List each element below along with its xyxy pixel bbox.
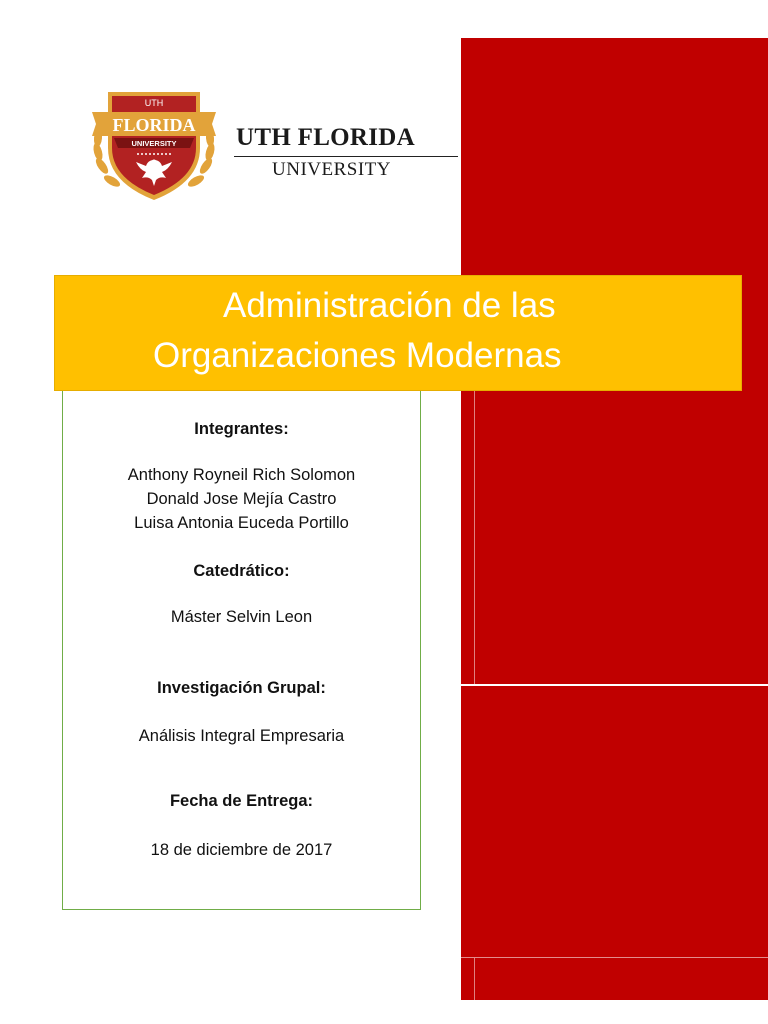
member-name: Anthony Royneil Rich Solomon (127, 466, 356, 484)
decorative-strip-rule (461, 957, 768, 958)
member-name: Donald Jose Mejía Castro (146, 490, 337, 508)
professor-label: Catedrático: (193, 562, 290, 580)
members-label: Integrantes: (194, 420, 289, 438)
document-title-line-1: Administración de las (223, 286, 556, 325)
decorative-strip-divider (474, 958, 475, 1000)
brand-divider (234, 156, 458, 157)
research-label: Investigación Grupal: (157, 679, 326, 697)
crest-banner-text: FLORIDA (112, 115, 196, 135)
research-title: Análisis Integral Empresaria (138, 727, 345, 745)
professor-name: Máster Selvin Leon (170, 608, 313, 626)
decorative-red-strip (461, 956, 768, 1000)
title-banner (54, 275, 742, 391)
university-crest-icon (86, 86, 222, 204)
decorative-red-panel-bottom (461, 686, 768, 956)
document-title-line-2: Organizaciones Modernas (153, 336, 562, 375)
date-label: Fecha de Entrega: (169, 792, 314, 810)
document-details-box (62, 391, 421, 910)
member-name: Luisa Antonia Euceda Portillo (134, 514, 349, 532)
brand-name: UTH FLORIDA (236, 124, 416, 151)
delivery-date: 18 de diciembre de 2017 (150, 841, 333, 859)
crest-top-text: UTH (144, 98, 164, 108)
decorative-panel-divider (474, 390, 475, 684)
brand-subtitle: UNIVERSITY (272, 159, 391, 180)
crest-ribbon-text: UNIVERSITY (131, 139, 177, 148)
university-logo (86, 86, 466, 206)
